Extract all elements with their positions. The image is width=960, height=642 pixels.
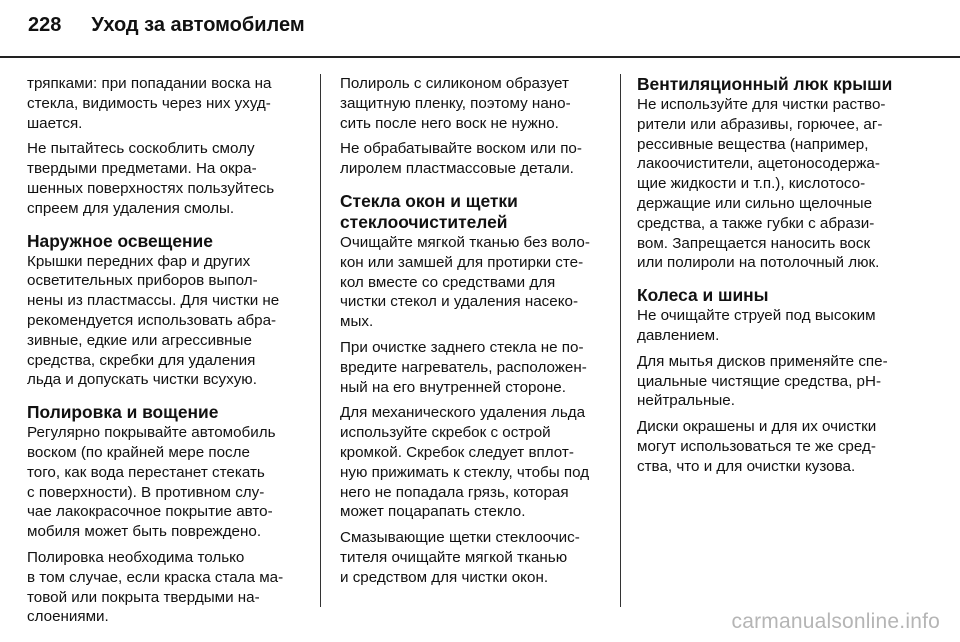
paragraph: Смазывающие щетки стеклоочис- тителя очищайте мягкой тканью и средством для чистки окон. — [340, 529, 580, 586]
paragraph: Для мытья дисков применяйте спе- циальные чистящие средства, pH- нейтральные. — [637, 352, 888, 410]
paragraph: Не очищайте струей под высоким давлением. — [637, 307, 876, 344]
section-heading: Наружное освещение — [27, 230, 213, 251]
paragraph: Очищайте мягкой тканью без воло- кон или замшей для протирки сте- кол вместе со средствами для чистки стекол и удаления насеко- мых. — [340, 233, 590, 331]
paragraph: Не обрабатывайте воском или по- лиролем пластмассовые детали. — [340, 140, 582, 178]
watermark: carmanualsonline.info — [731, 610, 940, 633]
page-number: 228 — [28, 14, 62, 36]
column-3 — [637, 74, 937, 614]
paragraph: Крышки передних фар и других осветительных приборов выпол- нены из пластмассы. Для чистки не рекомендуется использовать абра- зивные, едкие или агрессивные средства, скребки для удаления льда и допускать чистки всухую. — [27, 252, 280, 389]
header-divider — [0, 56, 960, 58]
paragraph: Полировка необходима только в том случае, если краска стала ма- товой или покрыта твердыми на- слоениями. — [27, 548, 284, 626]
paragraph: Для механического удаления льда используйте скребок с острой кромкой. Скребок следует вплот- ную прижимать к стеклу, чтобы под него не попадала грязь, которая может поцарапать стекло. — [340, 404, 590, 521]
section-heading: Вентиляционный люк крыши — [637, 74, 893, 94]
paragraph: Не пытайтесь соскоблить смолу твердыми предметами. На окра- шенных поверхностях пользуйтесь спреем для удаления смолы. — [27, 140, 275, 217]
paragraph: При очистке заднего стекла не по- вредите нагреватель, расположен- ный на его внутренней стороне. — [340, 338, 587, 396]
column-divider — [320, 74, 321, 607]
paragraph: Полироль с силиконом образует защитную пленку, поэтому нано- сить после него воск не нужно. — [340, 75, 571, 132]
page-header — [28, 14, 305, 37]
section-heading: Полировка и вощение — [27, 402, 219, 423]
page-title: Уход за автомобилем — [91, 14, 305, 36]
paragraph: тряпками: при попадании воска на стекла, видимость через них ухуд- шается. — [27, 75, 272, 132]
column-divider — [620, 74, 621, 607]
paragraph: Диски окрашены и для их очистки могут использоваться те же сред- ства, что и для очистки кузова. — [637, 418, 877, 475]
paragraph: Регулярно покрывайте автомобиль воском (по крайней мере после того, как вода перестанет стекать с поверхности). В противном слу- чае лакокрасочное покрытие авто- мобиля может быть повреждено. — [27, 424, 276, 541]
section-heading: Стекла окон и щетки стеклоочистителей — [340, 190, 518, 232]
paragraph: Не используйте для чистки раство- рители или абразивы, горючее, аг- рессивные вещества (например, лакоочистители, ацетоносодержа- щие жидкости и т.п.), кислотосо- держащие или сильно щелочные средства, а также губки с абрази- вом. Запрещается наносить воск или полироли на потолочный люк. — [637, 96, 886, 272]
column-2 — [340, 74, 608, 614]
section-heading: Колеса и шины — [637, 285, 769, 306]
column-1 — [27, 74, 309, 626]
